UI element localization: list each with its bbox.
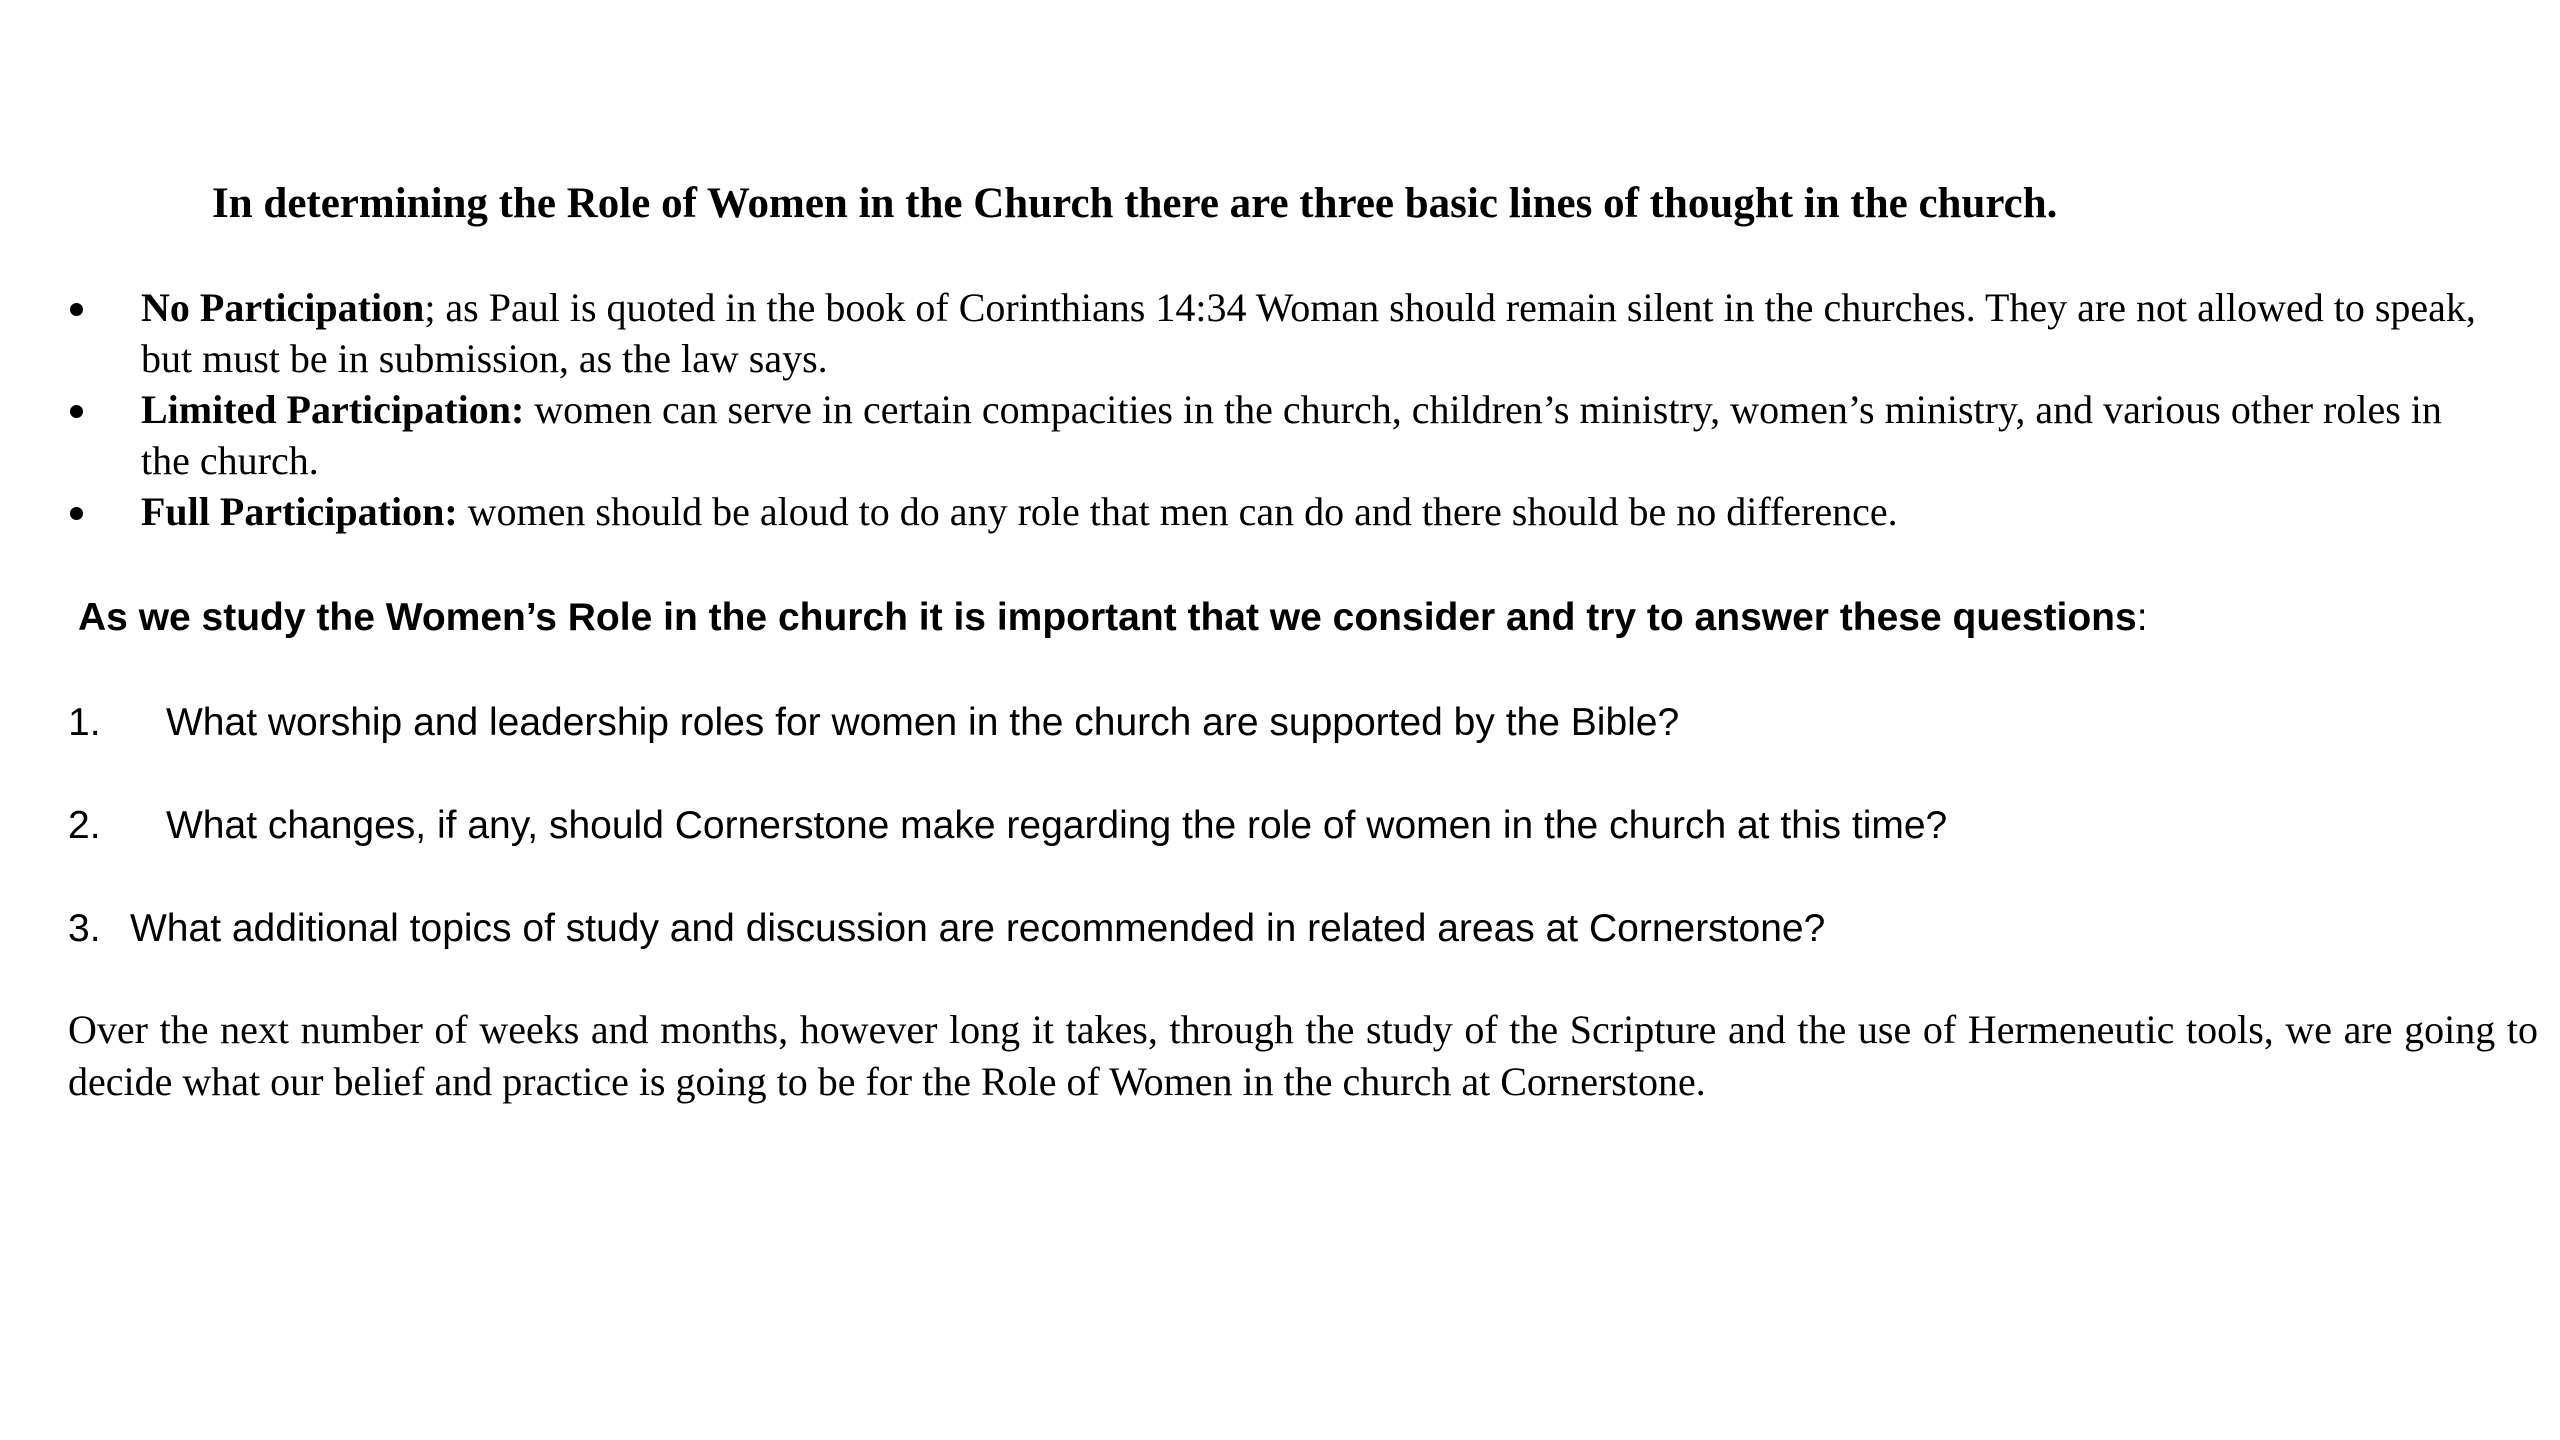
question-item-1 — [68, 697, 1679, 749]
question-text: What worship and leadership roles for women in the church are supported by the Bible? — [166, 701, 1680, 744]
question-item-3 — [68, 903, 1825, 955]
bullet-dot-icon — [70, 507, 83, 520]
question-text: What additional topics of study and discussion are recommended in related areas at Cornerstone? — [130, 907, 1826, 950]
questions-heading — [78, 592, 2148, 644]
bullet-no-participation — [0, 282, 2560, 384]
questions-heading-suffix: : — [2136, 596, 2148, 639]
question-number: 2. — [68, 804, 101, 847]
bullet-dot-icon — [70, 405, 83, 418]
bullet-dot-icon — [70, 303, 83, 316]
bullet-term: No Participation — [141, 285, 425, 330]
closing-paragraph: Over the next number of weeks and months, however long it takes, through the study of the Scripture and the use of Hermeneutic tools, we are going to decide what our belief and practice is going to be for the Role of Women in the church at Cornerstone. — [68, 1007, 2538, 1104]
bullet-text: women should be aloud to do any role that men can do and there should be no difference. — [457, 489, 1898, 534]
document-title: In determining the Role of Women in the Church there are three basic lines of thought in the church. — [212, 180, 2058, 227]
bullet-text: ; as Paul is quoted in the book of Corinthians 14:34 Woman should remain silent in the churches. They are not allowed to speak, but must be in submission, as the law says. — [141, 285, 2476, 381]
bullet-full-participation — [0, 486, 2560, 537]
bullet-term: Limited Participation: — [141, 387, 525, 432]
question-number: 3. — [68, 907, 101, 950]
bullet-limited-participation — [0, 384, 2560, 486]
participation-list — [0, 282, 2560, 537]
question-text: What changes, if any, should Cornerstone make regarding the role of women in the church at this time? — [166, 804, 1948, 847]
questions-heading-text: As we study the Women’s Role in the church it is important that we consider and try to answer these questions — [78, 596, 2137, 639]
bullet-text: women can serve in certain compacities in the church, children’s ministry, women’s ministry, and various other roles in the church. — [141, 387, 2442, 483]
question-number: 1. — [68, 701, 101, 744]
question-item-2 — [68, 800, 1947, 852]
bullet-term: Full Participation: — [141, 489, 458, 534]
